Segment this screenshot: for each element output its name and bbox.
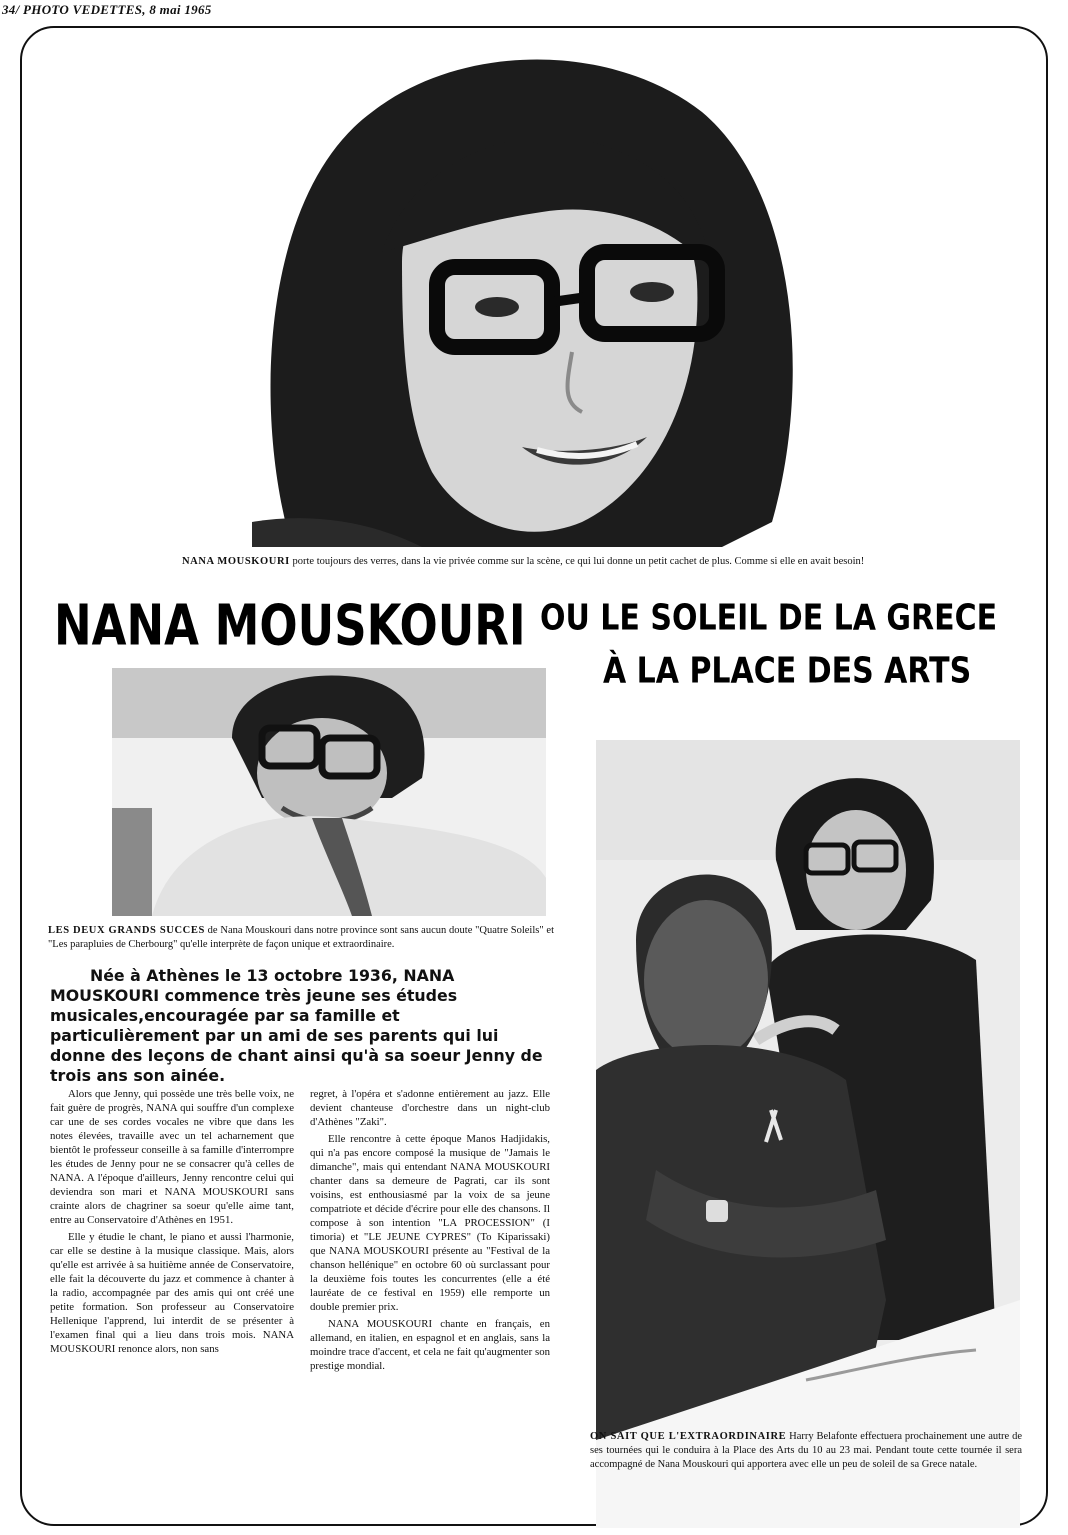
article-paragraph: Elle rencontre à cette époque Manos Hadjidakis, qui n'a pas encore composé la musique de "Jamais le dimanche", mais qui entendant NANA MOUSKOURI chanter dans sa demeure de Pagrati, car ils sont voisins, est enthousiasmé par la voix de sa jeune compatriote et décide d'écrire pour elle des chansons. Il compose à son intention "LA PROCESSION" (I timoria) et "LE JEUNE CYPRES" (To Kiparissaki) que NANA MOUSKOURI présente au "Festival de la chanson hellénique" en octobre 60 où surclassant pour la deuxième fois toutes les concurrentes (elle a été lauréate de ce festival en 1959) elle remporte un double premier prix. <box>310 1133 550 1313</box>
intro-paragraph <box>50 966 550 1086</box>
singing-photo <box>112 668 546 916</box>
article-column-2 <box>310 1087 550 1376</box>
running-head: 34/ PHOTO VEDETTES, 8 mai 1965 <box>2 2 212 17</box>
headline-subtitle-line-1: OU LE SOLEIL DE LA GRECE <box>540 597 998 639</box>
article-paragraph: regret, à l'opéra et s'adonne entièrement au jazz. Elle devient chanteuse d'orchestre dans un night-club d'Athènes "Zaki". <box>310 1088 550 1128</box>
intro-text: Née à Athènes le 13 octobre 1936, NANA MOUSKOURI commence très jeune ses études musicales,encouragée par sa famille et particulièrement par un ami de ses parents qui lui donne des leçons de chant ainsi qu'à sa soeur Jenny de trois ans son ainée. <box>50 966 543 1085</box>
caption-lead: LES DEUX GRANDS SUCCES <box>48 925 205 936</box>
portrait-caption <box>182 555 922 569</box>
singing-photo-caption <box>48 924 554 952</box>
caption-text: de Nana Mouskouri dans notre province sont sans aucun doute "Quatre Soleils" et "Les parapluies de Cherbourg" qu'elle interprète de façon unique et extraordinaire. <box>48 925 554 950</box>
article-column-1 <box>50 1087 294 1359</box>
portrait-photo <box>252 52 812 547</box>
article-paragraph: Alors que Jenny, qui possède une très belle voix, ne fait guère de progrès, NANA qui souffre d'un complexe car une de ses cordes vocales ne vibre que dans les notes élevées, travaille avec un tel acharnement que bientôt le professeur conseille à sa famille d'interrompre les études de Jenny pour ne se consacrer qu'à celles de NANA. A l'époque d'ailleurs, Jenny rencontre celui qui deviendra son mari et NANA MOUSKOURI sans crainte alors de chagriner sa soeur qu'elle aime tant, entre au Conservatoire d'Athènes en 1951. <box>50 1088 294 1226</box>
duo-photo <box>596 740 1020 1528</box>
article-paragraph: NANA MOUSKOURI chante en français, en allemand, en italien, en espagnol et en anglais, sans la moindre trace d'accent, et cela ne fait qu'augmenter son prestige mondial. <box>310 1318 550 1372</box>
caption-text: Harry Belafonte effectuera prochainement une autre de ses tournées qui le conduira à la Place des Arts du 10 au 23 mai. Pendant toute cette tournée il sera accompagné de Nana Mouskouri qui apportera avec elle un peu de soleil de sa Grece natale. <box>590 1431 1022 1470</box>
caption-lead: NANA MOUSKOURI <box>182 556 290 567</box>
duo-photo-caption <box>590 1430 1022 1472</box>
caption-lead: ON SAIT QUE L'EXTRAORDINAIRE <box>590 1431 787 1442</box>
article-paragraph: Elle y étudie le chant, le piano et aussi l'harmonie, car elle se destine à la musique classique. Mais, alors qu'elle est arrivée à sa huitième année de Conservatoire, elle fait la découverte du jazz et commence à chanter à la radio, accompagnée par des amis qui ont créé une petite formation. Son professeur au Conservatoire Hellenique l'apprend, lui interdit de se présenter à l'examen final qui a lieu dans trois mois. NANA MOUSKOURI renonce alors, non sans <box>50 1231 294 1355</box>
headline-subtitle-line-2: À LA PLACE DES ARTS <box>603 650 972 692</box>
headline-name: NANA MOUSKOURI <box>54 592 526 659</box>
caption-text: porte toujours des verres, dans la vie privée comme sur la scène, ce qui lui donne un petit cachet de plus. Comme si elle en avait besoin! <box>289 556 865 567</box>
